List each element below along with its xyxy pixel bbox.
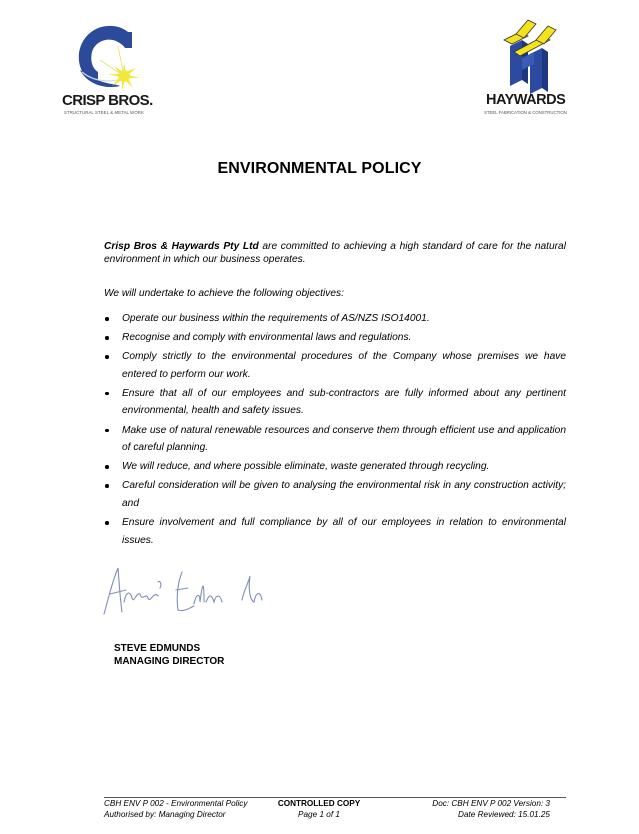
crisp-bros-logo: [62, 22, 166, 122]
objective-item: [104, 514, 566, 549]
footer-right: [432, 799, 550, 820]
page-number: Page 1 of 1: [298, 809, 340, 819]
haywards-logo: [478, 18, 582, 118]
crisp-bros-name: CRISP BROS.: [62, 92, 153, 109]
footer-doc-version: Doc: CBH ENV P 002 Version: 3: [432, 799, 550, 808]
handwritten-signature-icon: [100, 562, 270, 622]
footer-doc-name: CBH ENV P 002 - Environmental Policy: [104, 799, 248, 808]
bullet-icon: [105, 521, 109, 525]
haywards-name: HAYWARDS: [486, 92, 566, 108]
bullet-icon: [105, 336, 109, 340]
footer-date-reviewed: Date Reviewed: 15.01.25: [458, 809, 550, 819]
bullet-icon: [105, 392, 109, 396]
objective-text: Recognise and comply with environmental laws and regulations.: [122, 332, 412, 344]
intro-paragraph: [104, 240, 566, 266]
footer-center: [264, 799, 374, 820]
signature: [100, 562, 270, 627]
signatory-role: MANAGING DIRECTOR: [114, 655, 225, 667]
footer-left: [104, 799, 248, 820]
bullet-icon: [105, 317, 109, 321]
objective-text: Ensure involvement and full compliance by all of our employees in relation to environmental issues.: [122, 517, 566, 546]
company-name: Crisp Bros & Haywards Pty Ltd: [104, 241, 259, 252]
bullet-icon: [105, 355, 109, 359]
objective-item: [104, 329, 566, 347]
objective-text: We will reduce, and where possible eliminate, waste generated through recycling.: [122, 461, 490, 473]
footer-authorised: Authorised by: Managing Director: [104, 809, 226, 819]
haywards-i-beam-icon: [500, 18, 560, 94]
bullet-icon: [105, 429, 109, 433]
signatory-block: [114, 643, 224, 668]
objective-item: [104, 310, 566, 328]
bullet-icon: [105, 484, 109, 488]
objective-text: Operate our business within the requirements of AS/NZS ISO14001.: [122, 313, 430, 324]
crisp-bros-tagline: STRUCTURAL STEEL & METAL WORK: [64, 110, 144, 115]
controlled-copy-label: CONTROLLED COPY: [277, 799, 361, 808]
bullet-icon: [105, 465, 109, 469]
intro-text: are committed to achieving a high standard of care for the natural environment in which our business operates.: [104, 241, 566, 265]
objective-text: Ensure that all of our employees and sub-contractors are fully informed about any pertinent environmental, health and safety issues.: [122, 387, 566, 417]
objective-text: Comply strictly to the environmental procedures of the Company whose premises we have entered to perform our work.: [122, 351, 566, 380]
objective-item: [104, 422, 566, 457]
objective-item: [104, 477, 566, 512]
objective-text: Make use of natural renewable resources and conserve them through efficient use and application of careful planning.: [122, 424, 566, 454]
signatory-name: STEVE EDMUNDS: [114, 643, 201, 654]
objectives-lead: We will undertake to achieve the following objectives:: [104, 288, 344, 299]
haywards-tagline: STEEL FABRICATION & CONSTRUCTION: [484, 110, 567, 115]
objective-item: [104, 348, 566, 383]
footer-divider: [104, 797, 566, 798]
objective-item: [104, 385, 566, 420]
objective-item: [104, 458, 566, 476]
page-title: ENVIRONMENTAL POLICY: [217, 160, 422, 177]
objectives-list: [104, 310, 566, 551]
crisp-bros-c-flash-icon: [76, 24, 140, 90]
objective-text: Careful consideration will be given to analysing the environmental risk in any construction activity; and: [122, 480, 566, 509]
